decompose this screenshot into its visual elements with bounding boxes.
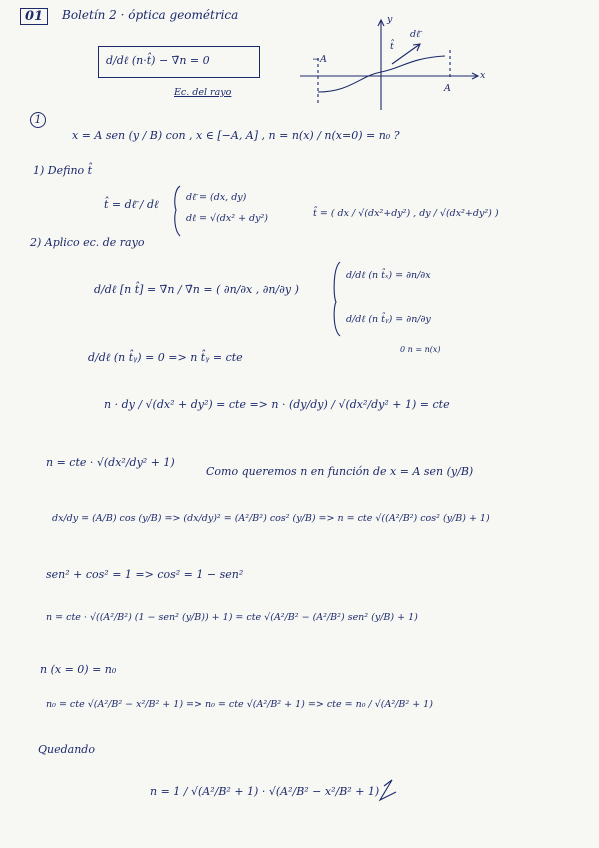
- sketch-label-minus-a: −A: [312, 54, 327, 65]
- sketch-axis-x: x: [480, 70, 486, 81]
- sketch-axis-y: y: [387, 14, 393, 25]
- ray-equation-caption: Ec. del rayo: [174, 87, 232, 98]
- tangent-components: t̂ = ( dx / √(dx²+dy²) , dy / √(dx²+dy²) ): [313, 208, 499, 219]
- ray-equation: d/dℓ (n·t̂) − ∇̄n = 0: [106, 54, 210, 67]
- page-title: Boletín 2 · óptica geométrica: [62, 8, 239, 22]
- sketch-label-dl: dℓ̄: [410, 29, 421, 40]
- final-result: n = 1 / √(A²/B² + 1) · √(A²/B² − x²/B² + 1): [150, 785, 380, 798]
- ray-equation-gradient: d/dℓ [n t̂] = ∇̄n / ∇̄n = ( ∂n/∂x , ∂n/∂y ): [94, 283, 299, 296]
- n-substituted: n = cte · √((A²/B²) (1 − sen² (y/B)) + 1) = cte √(A²/B² − (A²/B²) sen² (y/B) + 1): [46, 612, 418, 623]
- derivative-step: dx/dy = (A/B) cos (y/B) => (dx/dy)² = (A²/B²) cos² (y/B) => n = cte √((A²/B²) cos² (y/B) + 1): [52, 513, 490, 524]
- step-2-heading: 2) Aplico ec. de rayo: [30, 236, 145, 249]
- component-x: d/dℓ (n t̂ₓ) = ∂n/∂x: [346, 270, 431, 281]
- substitution-note: Como queremos n en función de x = A sen (y/B): [206, 465, 474, 478]
- problem-marker: 1: [30, 112, 46, 128]
- trig-identity: sen² + cos² = 1 => cos² = 1 − sen²: [46, 568, 244, 581]
- y-component-conserved: d/dℓ (n t̂ᵧ) = 0 => n t̂ᵧ = cte: [88, 351, 243, 364]
- step-1-heading: 1) Defino t̂: [33, 164, 93, 177]
- constant-solution: n₀ = cte √(A²/B² − x²/B² + 1) => n₀ = cte √(A²/B² + 1) => cte = n₀ / √(A²/B² + 1): [46, 699, 433, 710]
- result-heading: Quedando: [38, 743, 95, 756]
- boundary-condition: n (x = 0) = n₀: [40, 663, 117, 676]
- gradient-note: 0 n = n(x): [400, 345, 441, 354]
- exercise-number: 01: [20, 8, 48, 25]
- component-y: d/dℓ (n t̂ᵧ) = ∂n/∂y: [346, 314, 431, 325]
- sketch-label-plus-a: A: [444, 83, 451, 94]
- tangent-def: t̂ = dℓ̄ / dℓ: [104, 198, 159, 211]
- dl-magnitude-def: dℓ = √(dx² + dy²): [186, 213, 269, 224]
- n-expression: n = cte · √(dx²/dy² + 1): [46, 456, 175, 469]
- sketch-label-tangent: t̂: [390, 41, 394, 52]
- conserved-quantity: n · dy / √(dx² + dy²) = cte => n · (dy/dy) / √(dx²/dy² + 1) = cte: [104, 398, 450, 411]
- dl-vector-def: dℓ̄ = (dx, dy): [186, 192, 247, 203]
- problem-statement: x = A sen (y / B) con , x ∈ [−A, A] , n = n(x) / n(x=0) = n₀ ?: [72, 129, 400, 142]
